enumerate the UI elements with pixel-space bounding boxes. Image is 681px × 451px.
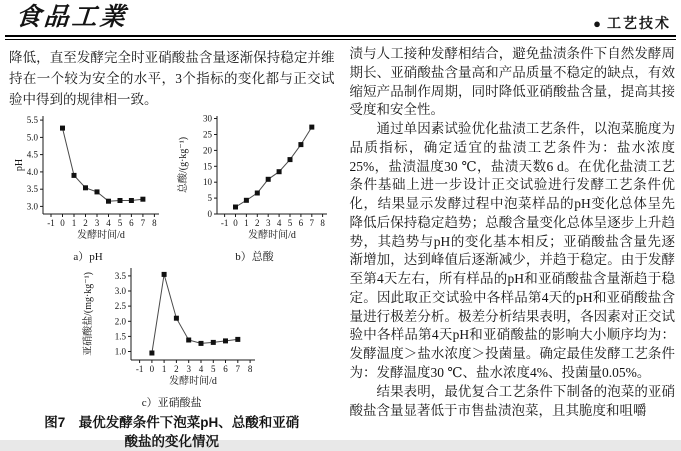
- svg-text:8: 8: [152, 218, 157, 228]
- chart-row-bottom: [9, 264, 335, 410]
- svg-text:0: 0: [207, 209, 212, 219]
- page-header: [0, 0, 681, 33]
- svg-text:pH: pH: [14, 158, 25, 172]
- chart-total-acid: [175, 112, 335, 264]
- svg-text:20: 20: [202, 145, 212, 156]
- svg-text:3.0: 3.0: [114, 286, 126, 296]
- svg-text:4.0: 4.0: [26, 166, 38, 177]
- svg-text:2: 2: [173, 364, 179, 374]
- bullet-icon: ●: [593, 15, 603, 31]
- line-chart-svg: [79, 264, 265, 392]
- svg-text:3: 3: [265, 218, 270, 228]
- svg-text:5.5: 5.5: [26, 115, 38, 126]
- svg-text:0: 0: [60, 218, 65, 228]
- svg-text:3.5: 3.5: [114, 270, 126, 281]
- svg-text:8: 8: [319, 218, 325, 228]
- svg-text:5: 5: [210, 364, 216, 374]
- figure-caption-line1: 图7 最优发酵条件下泡菜pH、总酸和亚硝: [44, 415, 300, 430]
- svg-text:1.5: 1.5: [114, 331, 126, 342]
- right-paragraph-1: 渍与人工接种发酵相结合，避免盐渍条件下自然发酵周期长、亚硝酸盐含量高和产品质量不稳定的缺点，有效缩短产品制作周期，同时降低亚硝酸盐含量，提高其接受度和安全性。: [349, 46, 675, 118]
- svg-text:1: 1: [161, 364, 167, 374]
- svg-text:6: 6: [223, 364, 228, 374]
- chart-total-acid-canvas: [175, 112, 335, 251]
- svg-text:2: 2: [254, 218, 260, 228]
- journal-logo: 食品工業: [14, 2, 129, 31]
- chart-nitrite-caption: c）亚硝酸盐: [141, 397, 202, 409]
- right-paragraph-2: 通过单因素试验优化盐渍工艺条件，以泡菜脆度为品质指标，确定适宜的盐渍工艺条件为：盐水浓度25%，盐渍温度30 ℃，盐渍天数6 d。在优化盐渍工艺条件基础上进一步设计正交试验进行发酵工艺条件优化，结果显示发酵过程中泡菜样品的pH变化总体呈先降低后保持稳定趋势；总酸含量变化总体呈逐步上升趋势，其趋势与pH的变化基本相反；亚硝酸盐含量先逐渐增加，达到峰值后逐渐减少，并趋于稳定。由于发酵至第4天左右，所有样品的pH和亚硝酸盐含量渐趋于稳定。因此取正交试验中各样品第4天的pH和亚硝酸盐含量进行极差分析。极差分析结果表明，各因素对正交试验中各样品第4天pH和亚硝酸盐的影响大小顺序均为：发酵温度＞盐水浓度＞投菌量。确定最佳发酵工艺条件为：发酵温度30 ℃、盐水浓度4%、投菌量0.05%。: [349, 121, 675, 381]
- section-label-text: 工艺技术: [607, 15, 671, 31]
- svg-text:4: 4: [198, 364, 203, 374]
- svg-text:3: 3: [186, 364, 191, 374]
- svg-text:5: 5: [287, 218, 292, 228]
- svg-text:总酸/(g·kg⁻¹): 总酸/(g·kg⁻¹): [177, 136, 189, 194]
- svg-text:3.5: 3.5: [26, 184, 38, 195]
- svg-text:-1: -1: [135, 364, 144, 374]
- svg-text:0: 0: [149, 364, 154, 374]
- svg-text:6: 6: [129, 218, 134, 228]
- svg-text:发酵时间/d: 发酵时间/d: [168, 376, 217, 387]
- svg-text:8: 8: [247, 364, 253, 374]
- left-paragraph: 降低，直至发酵完全时亚硝酸盐含量逐渐保持稳定并维持在一个较为安全的水平，3个指标的变化都与正交试验中得到的规律相一致。: [9, 50, 335, 107]
- two-column-layout: [0, 40, 681, 451]
- svg-text:-1: -1: [47, 218, 55, 228]
- figure-7: [9, 112, 335, 451]
- right-column: [350, 45, 676, 451]
- svg-text:-1: -1: [220, 218, 228, 228]
- svg-text:15: 15: [202, 161, 212, 172]
- chart-nitrite: [79, 264, 265, 410]
- svg-text:10: 10: [202, 177, 212, 188]
- svg-text:2.0: 2.0: [114, 316, 126, 327]
- svg-text:4: 4: [276, 218, 281, 228]
- svg-text:7: 7: [140, 218, 146, 228]
- chart-ph: [9, 112, 167, 264]
- svg-text:7: 7: [235, 364, 240, 374]
- svg-text:1: 1: [243, 218, 249, 228]
- chart-total-acid-caption: b）总酸: [235, 251, 274, 263]
- svg-text:4: 4: [106, 218, 111, 228]
- svg-text:6: 6: [298, 218, 303, 228]
- svg-text:3.0: 3.0: [26, 201, 38, 212]
- chart-row-top: [9, 112, 335, 264]
- svg-text:25: 25: [202, 129, 212, 140]
- svg-text:1.0: 1.0: [114, 346, 126, 357]
- svg-text:5.0: 5.0: [26, 132, 38, 143]
- chart-nitrite-canvas: [79, 264, 265, 397]
- svg-text:4.5: 4.5: [26, 149, 38, 160]
- section-label: [593, 13, 671, 33]
- svg-text:5: 5: [207, 193, 212, 204]
- svg-text:2.5: 2.5: [114, 301, 126, 312]
- left-column: [9, 45, 335, 451]
- figure-caption: [9, 413, 335, 451]
- figure-caption-line2: 酸盐的变化情况: [124, 434, 219, 449]
- svg-text:发酵时间/d: 发酵时间/d: [77, 230, 125, 241]
- svg-text:0: 0: [232, 218, 238, 228]
- right-paragraph-3: 结果表明，最优复合工艺条件下制备的泡菜的亚硝酸盐含量显著低于市售盐渍泡菜，且其脆度和咀嚼: [349, 383, 675, 418]
- svg-text:发酵时间/d: 发酵时间/d: [247, 230, 296, 241]
- svg-text:3: 3: [94, 218, 100, 228]
- svg-text:2: 2: [83, 218, 88, 228]
- chart-ph-caption: a）pH: [73, 251, 103, 263]
- svg-text:7: 7: [309, 218, 314, 228]
- svg-text:5: 5: [117, 218, 123, 228]
- chart-ph-canvas: [9, 112, 167, 251]
- line-chart-svg: [175, 112, 335, 246]
- svg-text:30: 30: [202, 113, 212, 124]
- line-chart-svg: [9, 112, 167, 246]
- svg-text:亚硝酸盐/(mg·kg⁻¹): 亚硝酸盐/(mg·kg⁻¹): [82, 272, 94, 356]
- svg-text:1: 1: [71, 218, 77, 228]
